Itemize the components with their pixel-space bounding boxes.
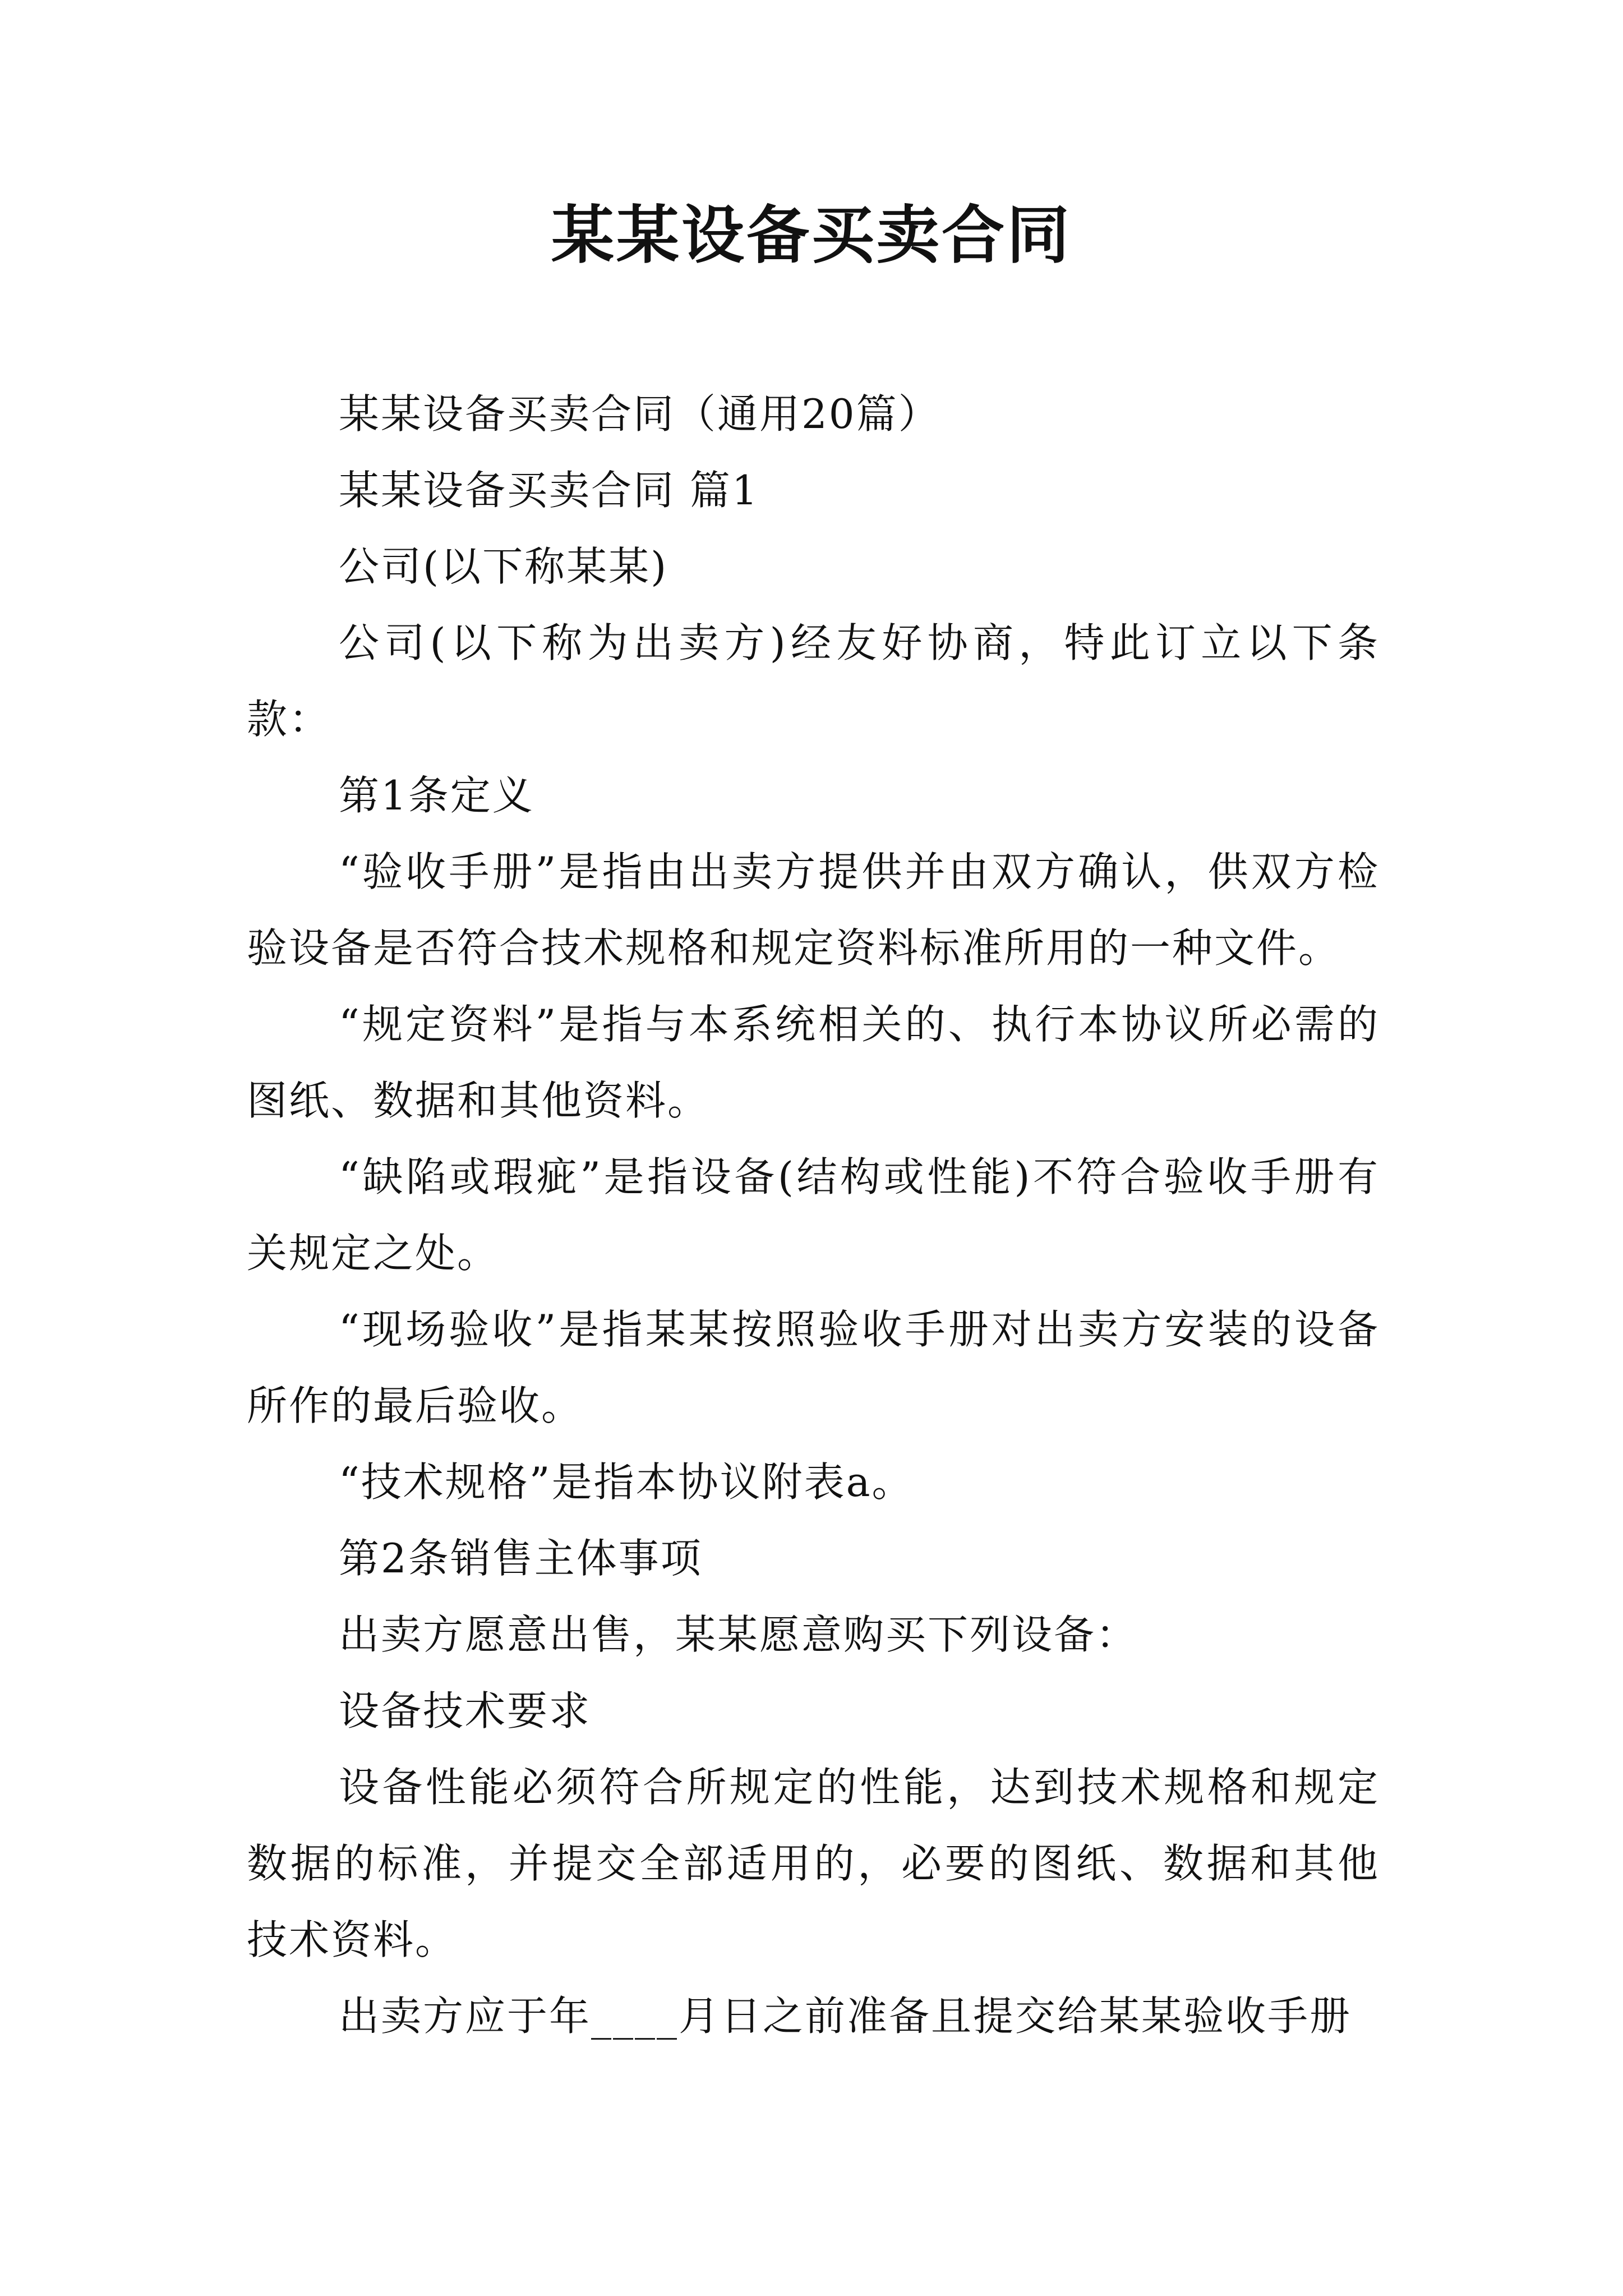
document-title: 某某设备买卖合同: [551, 199, 1072, 272]
paragraph-collection-title: 某某设备买卖合同（通用20篇）: [339, 390, 940, 438]
paragraph-definition-site-acceptance: “现场验收”是指某某按照验收手册对出卖方安装的设备所作的最后验收。: [247, 1306, 1380, 1429]
paragraph-section-heading: 某某设备买卖合同 篇1: [339, 467, 759, 514]
paragraph-article-1-heading: 第1条定义: [339, 772, 534, 819]
paragraph-party-seller: 公司(以下称为出卖方)经友好协商，特此订立以下条款：: [247, 619, 1380, 743]
paragraph-definition-acceptance-manual: “验收手册”是指由出卖方提供并由双方确认，供双方检验设备是否符合技术规格和规定资料标准所用的一种文件。: [247, 848, 1380, 972]
paragraph-article-2-heading: 第2条销售主体事项: [339, 1535, 703, 1582]
paragraph-equipment-requirements-heading: 设备技术要求: [339, 1687, 592, 1734]
paragraph-definition-defect: “缺陷或瑕疵”是指设备(结构或性能)不符合验收手册有关规定之处。: [247, 1153, 1380, 1277]
paragraph-sale-statement: 出卖方愿意出售，某某愿意购买下列设备：: [339, 1611, 1138, 1658]
document-body: [247, 376, 1380, 2054]
paragraph-definition-technical-spec: “技术规格”是指本协议附表a。: [339, 1458, 914, 1506]
paragraph-definition-specified-data: “规定资料”是指与本系统相关的、执行本协议所必需的图纸、数据和其他资料。: [247, 1001, 1380, 1124]
paragraph-delivery-deadline: 出卖方应于年____月日之前准备且提交给某某验收手册: [339, 1993, 1352, 2040]
paragraph-performance-requirements: 设备性能必须符合所规定的性能，达到技术规格和规定数据的标准，并提交全部适用的，必要的图纸、数据和其他技术资料。: [247, 1764, 1380, 1963]
paragraph-party-buyer: 公司(以下称某某): [339, 543, 668, 590]
